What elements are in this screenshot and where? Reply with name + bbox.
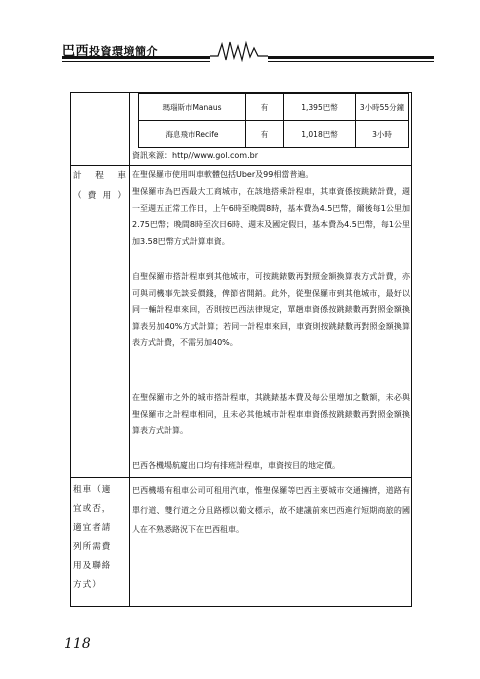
rental-label-line: 方式） xyxy=(73,580,102,590)
info-table xyxy=(70,92,412,607)
rental-text: 巴西機場有租車公司可租用汽車，惟聖保羅等巴西主要城市交通擁擠，道路有單行道、雙行道之分且路標以葡文標示，故不建議前來巴西進行短期商旅的國人在不熟悉路況下在巴西租車。 xyxy=(132,486,410,535)
source-line: 資訊來源：http//www.gol.com.br xyxy=(132,151,258,160)
row-divider xyxy=(71,477,411,478)
taxi-label-line: 計 程 車 xyxy=(73,171,127,181)
flight-option: 有 xyxy=(246,94,284,121)
flight-price: 1,018巴幣 xyxy=(284,121,356,148)
rental-label-line: 列所需費 xyxy=(73,542,112,552)
page-number: 118 xyxy=(64,636,91,652)
flight-price: 1,395巴幣 xyxy=(284,94,356,121)
taxi-paragraph: 聖保羅市為巴西最大工商城市，在該地搭乘計程車，其車資係按跳錶計費，週一至週五正常工作日，上午6時至晚間8時，基本費為4.5巴幣，爾後每1公里加2.75巴幣；晚間8時至次日6時、週末及國定假日，基本費為4.5巴幣，每1公里加3.58巴幣方式計算車資。 xyxy=(132,187,410,246)
rental-label-line: 用及聯絡 xyxy=(73,561,112,571)
column-divider xyxy=(129,93,130,606)
flight-time: 3小時 xyxy=(356,121,409,148)
header-title-rest: 投資環境簡介 xyxy=(89,45,159,58)
rental-label-line: 宜或否， xyxy=(73,504,112,514)
header-wave-ornament xyxy=(210,38,268,62)
taxi-label-line: （費用） xyxy=(73,191,127,201)
taxi-paragraph: 巴西各機場航廈出口均有排班計程車，車資按目的地定價。 xyxy=(132,461,340,470)
taxi-paragraph: 在聖保羅市使用叫車軟體包括Uber及99相當普遍。 xyxy=(132,170,314,179)
flight-time: 3小時55分鐘 xyxy=(356,94,409,121)
row-divider xyxy=(71,165,411,166)
flight-city: 海息飛市Recife xyxy=(139,121,246,148)
taxi-paragraph: 自聖保羅市搭計程車到其他城市，可按跳錶數再對照金額換算表方式計費，亦可與司機事先談妥價錢，俾節省開銷。此外，從聖保羅市到其他城市，最好以同一輛計程車來回，否則按巴西法律規定，單趟車資係按跳錶數再對照金額換算表另加40%方式計算；若同一計程車來回，車資則按跳錶數再對照金額換算表方式計費，不需另加40%。 xyxy=(132,272,410,348)
table-row xyxy=(139,94,409,121)
rental-label-line: 租車（適 xyxy=(73,485,112,495)
taxi-paragraph: 在聖保羅市之外的城市搭計程車，其跳錶基本費及每公里增加之數額，未必與聖保羅市之計程車相同，且未必其他城市計程車車資係按跳錶數再對照金額換算表方式計算。 xyxy=(132,393,410,436)
rental-label-line: 適宜者請 xyxy=(73,523,112,533)
flight-table xyxy=(138,93,409,148)
header-title-lead: 巴西 xyxy=(62,44,90,59)
flight-city: 瑪瑙斯市Manaus xyxy=(139,94,246,121)
table-row xyxy=(139,121,409,148)
flight-option: 有 xyxy=(246,121,284,148)
